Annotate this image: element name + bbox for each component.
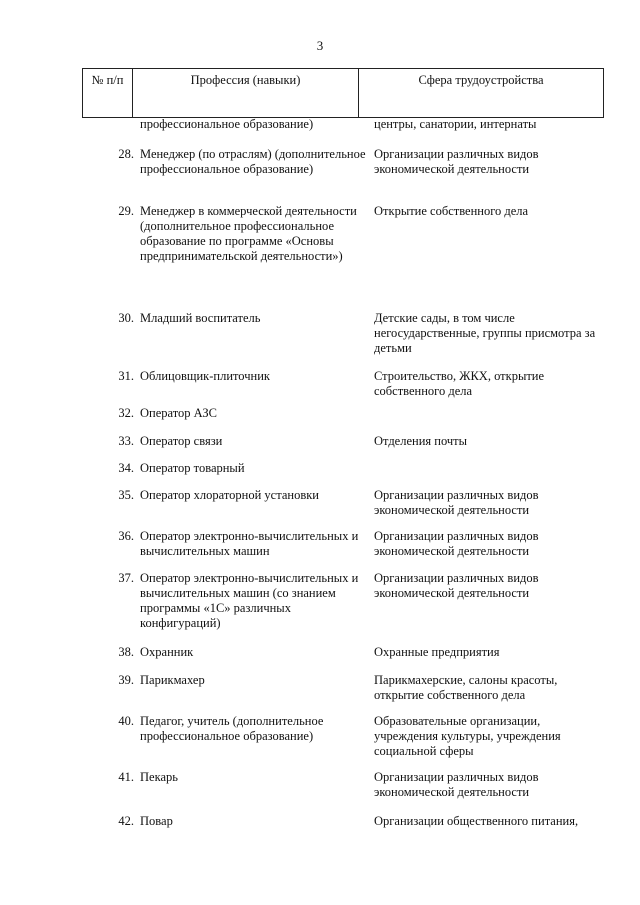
row-num: 28.	[118, 147, 134, 161]
row-num: 40.	[118, 714, 134, 728]
row-sphere: Открытие собственного дела	[374, 204, 529, 218]
row-num: 37.	[118, 571, 134, 585]
row-sphere: Организации общественного питания,	[374, 814, 579, 828]
table-row	[82, 814, 604, 844]
table-row	[82, 369, 604, 406]
row-profession: Оператор связи	[140, 434, 223, 448]
row-profession: Оператор хлораторной установки	[140, 488, 319, 502]
row-num: 29.	[118, 204, 134, 218]
table-row	[82, 645, 604, 673]
row-profession: Педагог, учитель (дополнительное профессиональное образование)	[140, 714, 324, 743]
row-profession: Оператор электронно-вычислительных и вычислительных машин (со знанием программы «1С» различных конфигураций)	[140, 571, 359, 630]
row-num: 33.	[118, 434, 134, 448]
row-sphere: Организации различных видов экономической деятельности	[374, 529, 539, 558]
table-row	[82, 571, 604, 645]
row-profession: профессиональное образование)	[140, 117, 314, 131]
table-row	[82, 461, 604, 488]
row-sphere: Охранные предприятия	[374, 645, 500, 659]
row-profession: Оператор электронно-вычислительных и вычислительных машин	[140, 529, 359, 558]
row-num: 31.	[118, 369, 134, 383]
table-row	[82, 204, 604, 311]
row-num: 39.	[118, 673, 134, 687]
row-sphere: центры, санатории, интернаты	[374, 117, 537, 131]
row-profession: Оператор АЗС	[140, 406, 217, 420]
row-profession: Пекарь	[140, 770, 178, 784]
table-row	[82, 714, 604, 770]
table-row	[82, 117, 604, 147]
row-profession: Повар	[140, 814, 173, 828]
row-profession: Младший воспитатель	[140, 311, 261, 325]
row-sphere: Образовательные организации, учреждения культуры, учреждения социальной сферы	[374, 714, 561, 758]
table-row	[82, 673, 604, 714]
row-profession: Охранник	[140, 645, 194, 659]
row-sphere: Организации различных видов экономической деятельности	[374, 488, 539, 517]
row-sphere: Отделения почты	[374, 434, 468, 448]
row-sphere	[374, 461, 604, 488]
row-num: 42.	[118, 814, 134, 828]
table-row	[82, 770, 604, 814]
row-profession: Облицовщик-плиточник	[140, 369, 270, 383]
row-num: 34.	[118, 461, 134, 475]
table-row	[82, 434, 604, 461]
row-profession: Парикмахер	[140, 673, 205, 687]
header-num: № п/п	[83, 69, 133, 117]
row-num	[82, 117, 140, 147]
row-profession: Менеджер (по отраслям) (дополнительное профессиональное образование)	[140, 147, 366, 176]
row-sphere: Организации различных видов экономической деятельности	[374, 147, 539, 176]
row-num: 41.	[118, 770, 134, 784]
table-row	[82, 488, 604, 529]
table-row	[82, 529, 604, 571]
row-num: 35.	[118, 488, 134, 502]
row-sphere: Строительство, ЖКХ, открытие собственного дела	[374, 369, 545, 398]
row-sphere: Детские сады, в том числе негосударственные, группы присмотра за детьми	[374, 311, 596, 355]
header-sphere: Сфера трудоустройства	[418, 73, 544, 87]
table-header	[82, 68, 604, 118]
row-sphere	[374, 406, 604, 434]
row-num: 30.	[118, 311, 134, 325]
table-row	[82, 147, 604, 204]
table-row	[82, 406, 604, 434]
header-profession: Профессия (навыки)	[133, 69, 359, 117]
row-sphere: Парикмахерские, салоны красоты, открытие собственного дела	[374, 673, 558, 702]
page-number: 3	[316, 38, 324, 53]
row-sphere: Организации различных видов экономической деятельности	[374, 770, 539, 799]
row-num: 32.	[118, 406, 134, 420]
row-profession: Оператор товарный	[140, 461, 245, 475]
row-num: 38.	[118, 645, 134, 659]
row-num: 36.	[118, 529, 134, 543]
row-sphere: Организации различных видов экономической деятельности	[374, 571, 539, 600]
table-row	[82, 311, 604, 369]
table-body	[82, 117, 604, 844]
row-profession: Менеджер в коммерческой деятельности (дополнительное профессиональное образование по программе «Основы предпринимательской деятельности»)	[140, 204, 357, 263]
